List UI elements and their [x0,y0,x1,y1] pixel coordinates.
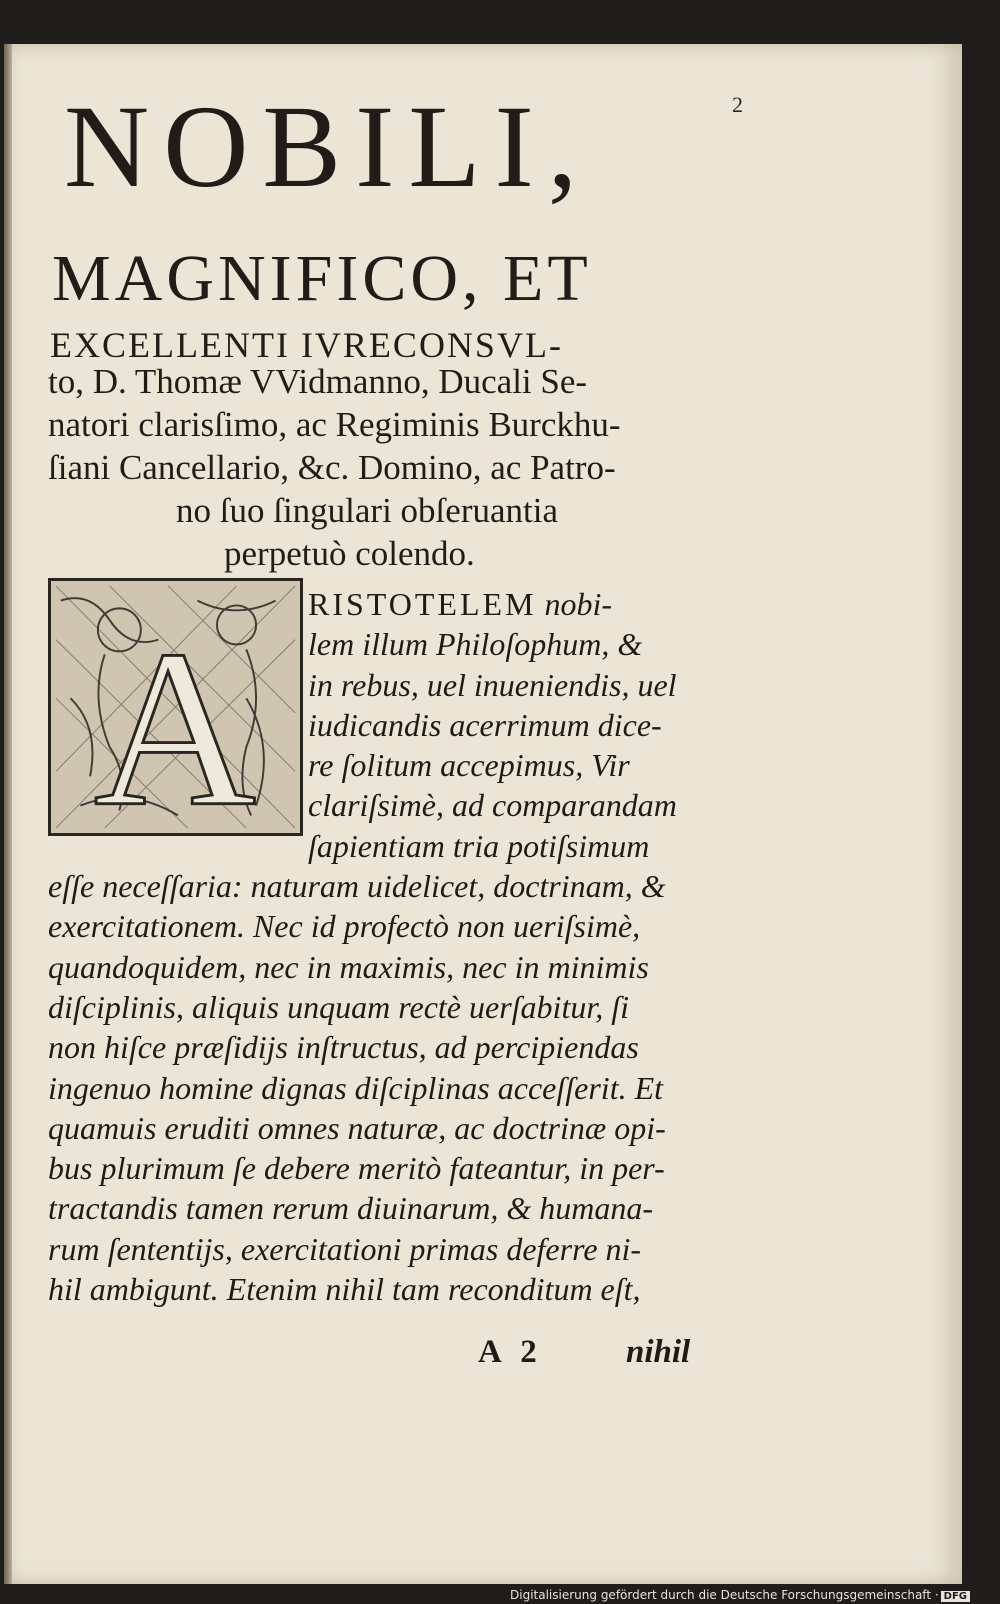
page-number-mark: 2 [732,92,743,117]
dedication-line: perpetuò colendo. [224,534,475,573]
body-line: quandoquidem, nec in maximis, nec in minimis [48,948,649,985]
body-first-rest: nobi- [536,586,613,622]
dedication-line: to, D. Thomæ VVidmanno, Ducali Se- [48,362,588,401]
body-line: hil ambigunt. Etenim nihil tam reconditum eſt, [48,1271,641,1308]
body-line: tractandis tamen rerum diuinarum, & humana- [48,1190,654,1227]
body-line [48,584,698,624]
signature-mark: A 2 [478,1334,543,1370]
body-line: exercitationem. Nec id profectò non ueriſsimè, [48,908,641,945]
dfg-logo: DFG [941,1591,970,1602]
catchword: nihil [626,1334,691,1370]
body-line: ingenuo homine dignas diſciplinas acceſſerit. Et [48,1069,664,1106]
body-line: ſapientiam tria potiſsimum [308,827,650,864]
title-line-magnifico: MAGNIFICO, ET [52,242,592,315]
body-line: lem illum Philoſophum, & [308,626,643,663]
body-line: diſciplinis, aliquis unquam rectè uerſabitur, ſi [48,988,630,1025]
dedication-line: no ſuo ſingulari obſeruantia [176,491,558,530]
dedication-line: ſiani Cancellario, &c. Domino, ac Patro- [48,448,616,487]
body-line: re ſolitum accepimus, Vir [308,747,630,784]
page-gutter [4,44,12,1584]
credit-text: Digitalisierung gefördert durch die Deutsche Forschungsgemeinschaft · [510,1588,939,1602]
body-line: clariſsimè, ad comparandam [308,787,677,824]
initial-letter: A [93,603,257,833]
body-line: eſſe neceſſaria: naturam uidelicet, doctrinam, & [48,868,666,905]
title-line-excellenti: EXCELLENTI IVRECONSVL- [50,325,563,365]
body-line: in rebus, uel inueniendis, uel [308,666,677,703]
body-first-caps: RISTOTELEM [308,586,537,622]
digitization-credit [510,1588,970,1602]
dedication-block [48,360,704,575]
body-line: rum ſententijs, exercitationi primas deferre ni- [48,1230,642,1267]
body-line: bus plurimum ſe debere meritò fateantur, in per- [48,1150,665,1187]
title-line-nobili: NOBILI, [64,81,592,212]
body-text [48,584,698,1309]
body-line: non hiſce præſidijs inſtructus, ad percipiendas [48,1029,639,1066]
dedication-line: natori clarisſimo, ac Regiminis Burckhu- [48,405,621,444]
body-line: iudicandis acerrimum dice- [308,706,662,743]
body-line: quamuis eruditi omnes naturæ, ac doctrinæ opi- [48,1109,666,1146]
